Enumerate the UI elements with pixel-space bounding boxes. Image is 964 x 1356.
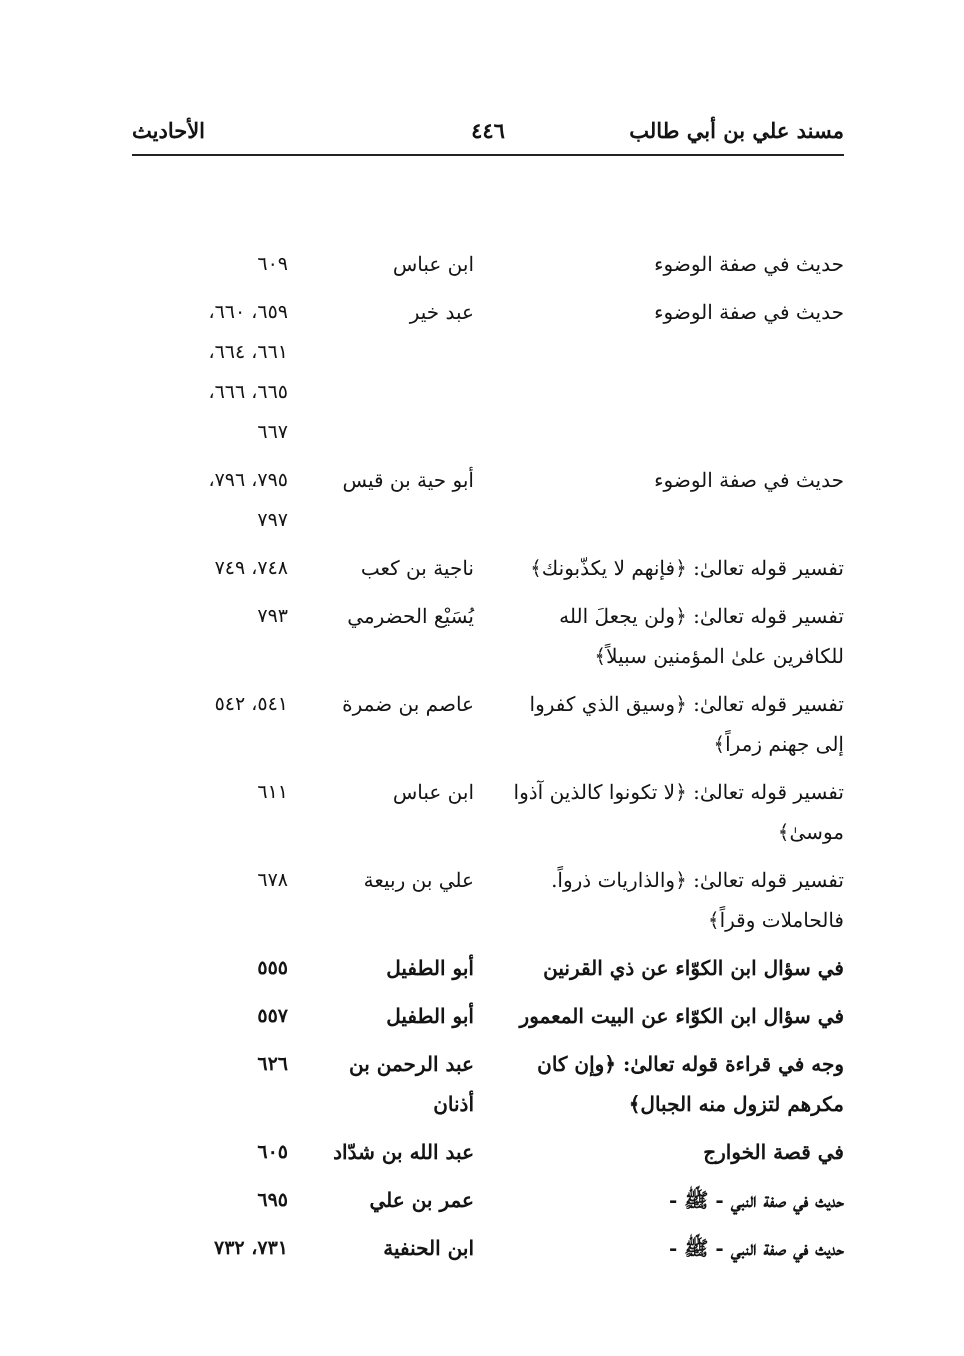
hadith-numbers <box>128 244 288 284</box>
narrator-name <box>304 996 474 1036</box>
hadith-numbers-line: ٥٥٧ <box>257 1005 288 1027</box>
section-title: الأحاديث <box>132 118 206 143</box>
hadith-numbers-line: ٥٥٥ <box>257 957 288 979</box>
index-row <box>0 1228 964 1268</box>
hadith-topic <box>496 1044 844 1124</box>
hadith-numbers <box>128 1132 288 1172</box>
hadith-topic <box>496 948 844 988</box>
hadith-numbers-line: ٧٣١، ٧٣٢ <box>214 1237 288 1259</box>
narrator-name <box>304 772 474 812</box>
hadith-topic-line: حديث في صفة الوضوء <box>654 252 844 276</box>
narrator-name-line: علي بن ربيعة <box>363 868 474 892</box>
hadith-numbers <box>128 292 288 452</box>
narrator-name-line: أذنان <box>433 1092 474 1116</box>
hadith-topic-line: في قصة الخوارج <box>703 1140 844 1164</box>
hadith-topic <box>496 772 844 852</box>
hadith-topic-line: في سؤال ابن الكوّاء عن البيت المعمور <box>519 1004 844 1028</box>
hadith-topic <box>496 596 844 676</box>
narrator-name <box>304 244 474 284</box>
narrator-name-line: أبو الطفيل <box>386 1004 474 1028</box>
hadith-numbers-line: ٦٩٥ <box>257 1189 288 1211</box>
hadith-topic-line: للكافرين علىٰ المؤمنين سبيلاً﴾ <box>594 644 844 668</box>
index-row <box>0 244 964 284</box>
hadith-numbers <box>128 1044 288 1084</box>
hadith-topic <box>496 460 844 500</box>
narrator-name-line: عبد الله بن شدّاد <box>333 1140 474 1164</box>
hadith-topic-line: في سؤال ابن الكوّاء عن ذي القرنين <box>543 956 844 980</box>
narrator-name <box>304 1044 474 1124</box>
narrator-name-line: ناجية بن كعب <box>360 556 474 580</box>
narrator-name <box>304 548 474 588</box>
hadith-topic-line: حديث في صفة النبي - ﷺ - <box>669 1188 844 1212</box>
hadith-topic-line: تفسير قوله تعالىٰ: ﴿فإنهم لا يكذّبونك﴾ <box>530 556 844 580</box>
narrator-name-line: يُسَيْع الحضرمي <box>347 604 474 628</box>
narrator-name <box>304 460 474 500</box>
hadith-numbers-line: ٧٩٥، ٧٩٦، <box>208 469 288 491</box>
hadith-numbers-line: ٦٢٦ <box>257 1053 288 1075</box>
index-row <box>0 1180 964 1220</box>
hadith-numbers <box>128 684 288 724</box>
index-row <box>0 684 964 764</box>
hadith-numbers <box>128 1228 288 1268</box>
narrator-name-line: عبد الرحمن بن <box>348 1052 474 1076</box>
hadith-numbers-line: ٧٤٨، ٧٤٩ <box>214 557 288 579</box>
hadith-topic-line: حديث في صفة الوضوء <box>654 468 844 492</box>
narrator-name-line: ابن عباس <box>392 252 474 276</box>
hadith-topic-line: تفسير قوله تعالىٰ: ﴿والذاريات ذرواً. <box>551 868 844 892</box>
hadith-topic-line: وجه في قراءة قوله تعالىٰ: ﴿وإن كان <box>537 1052 844 1076</box>
hadith-topic-line: إلى جهنم زمراً﴾ <box>713 732 844 756</box>
hadith-numbers <box>128 772 288 812</box>
index-row <box>0 460 964 540</box>
hadith-topic-line: حديث في صفة الوضوء <box>654 300 844 324</box>
hadith-topic <box>496 292 844 332</box>
narrator-name <box>304 292 474 332</box>
hadith-numbers-line: ٦٦١، ٦٦٤، <box>208 341 288 363</box>
hadith-topic <box>496 1180 844 1220</box>
hadith-topic-line: تفسير قوله تعالىٰ: ﴿لا تكونوا كالذين آذوا <box>513 780 844 804</box>
hadith-topic-line: حديث في صفة النبي - ﷺ - <box>669 1236 844 1260</box>
narrator-name-line: أبو الطفيل <box>386 956 474 980</box>
hadith-topic-line: تفسير قوله تعالىٰ: ﴿وسيق الذي كفروا <box>529 692 844 716</box>
narrator-name <box>304 596 474 636</box>
narrator-name <box>304 684 474 724</box>
hadith-numbers-line: ٧٩٧ <box>257 509 288 531</box>
narrator-name-line: ابن عباس <box>392 780 474 804</box>
hadith-numbers <box>128 460 288 540</box>
narrator-name <box>304 1180 474 1220</box>
narrator-name <box>304 948 474 988</box>
index-row <box>0 948 964 988</box>
hadith-numbers-line: ٥٤١، ٥٤٢ <box>214 693 288 715</box>
hadith-numbers <box>128 860 288 900</box>
hadith-numbers-line: ٦٥٩، ٦٦٠، <box>208 301 288 323</box>
hadith-topic-line: مكرهم لتزول منه الجبال﴾ <box>628 1092 844 1116</box>
index-row <box>0 772 964 852</box>
hadith-numbers-line: ٦١١ <box>257 781 288 803</box>
narrator-name <box>304 1132 474 1172</box>
hadith-numbers <box>128 996 288 1036</box>
hadith-topic <box>496 1132 844 1172</box>
hadith-numbers <box>128 548 288 588</box>
index-row <box>0 1044 964 1124</box>
hadith-topic-line: فالحاملات وقراً﴾ <box>707 908 844 932</box>
narrator-name-line: ابن الحنفية <box>383 1236 474 1260</box>
hadith-topic <box>496 860 844 940</box>
hadith-numbers <box>128 948 288 988</box>
hadith-topic-line: موسىٰ﴾ <box>777 820 844 844</box>
page-number: ٤٤٦ <box>471 118 505 143</box>
hadith-numbers-line: ٦٠٥ <box>257 1141 288 1163</box>
hadith-topic-line: تفسير قوله تعالىٰ: ﴿ولن يجعلَ الله <box>559 604 844 628</box>
hadith-numbers-line: ٧٩٣ <box>257 605 288 627</box>
hadith-topic <box>496 548 844 588</box>
index-row <box>0 548 964 588</box>
index-row <box>0 292 964 452</box>
hadith-numbers <box>128 596 288 636</box>
hadith-topic <box>496 244 844 284</box>
hadith-numbers-line: ٦٠٩ <box>257 253 288 275</box>
hadith-topic <box>496 1228 844 1268</box>
narrator-name-line: عبد خير <box>409 300 474 324</box>
hadith-numbers-line: ٦٦٥، ٦٦٦، <box>208 381 288 403</box>
hadith-numbers <box>128 1180 288 1220</box>
hadith-numbers-line: ٦٦٧ <box>257 421 288 443</box>
hadith-numbers-line: ٦٧٨ <box>257 869 288 891</box>
page-header <box>132 112 844 156</box>
hadith-topic <box>496 684 844 764</box>
index-row <box>0 596 964 676</box>
index-row <box>0 1132 964 1172</box>
book-title: مسند علي بن أبي طالب <box>629 118 844 143</box>
hadith-topic <box>496 996 844 1036</box>
narrator-name <box>304 1228 474 1268</box>
narrator-name <box>304 860 474 900</box>
narrator-name-line: عمر بن علي <box>369 1188 474 1212</box>
narrator-name-line: عاصم بن ضمرة <box>342 692 474 716</box>
narrator-name-line: أبو حية بن قيس <box>342 468 474 492</box>
index-row <box>0 996 964 1036</box>
index-row <box>0 860 964 940</box>
